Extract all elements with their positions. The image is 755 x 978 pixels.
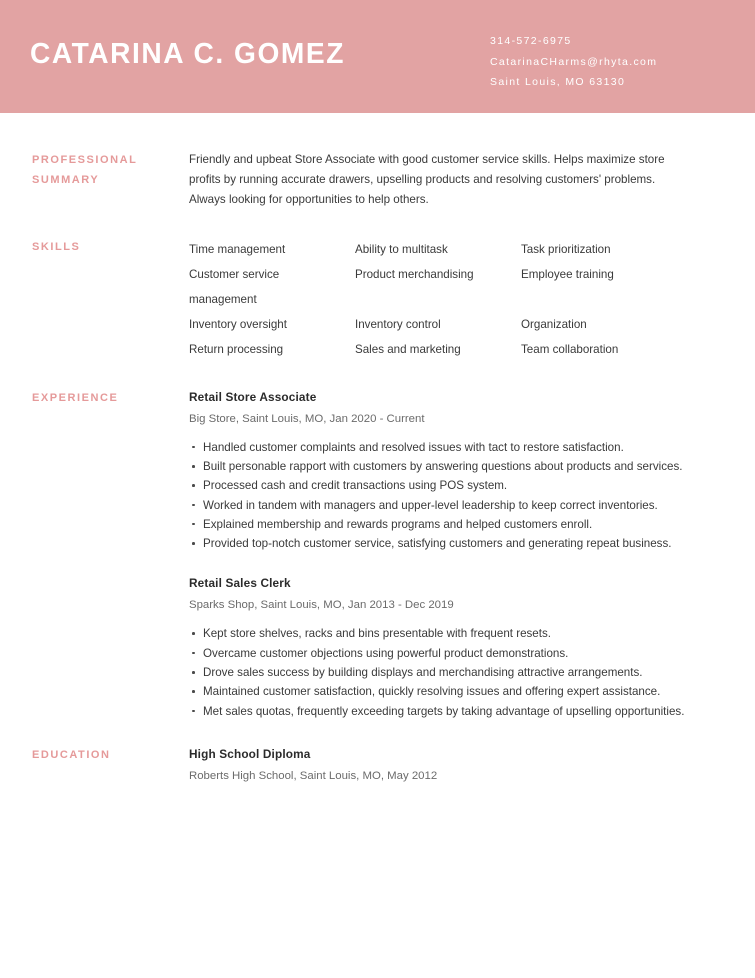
job-bullet-list (189, 438, 723, 554)
skills-grid (189, 237, 723, 363)
education-label-column (0, 745, 189, 765)
skill-item: Customer service management (189, 267, 280, 307)
job-meta: Big Store, Saint Louis, MO, Jan 2020 - Current (189, 412, 425, 425)
job-title: Retail Sales Clerk (189, 576, 291, 591)
job-title: Retail Store Associate (189, 389, 317, 404)
section-professional-summary (0, 113, 755, 211)
job-bullet: Built personable rapport with customers by answering questions about products and services. (189, 457, 707, 476)
contact-email: CatarinaCHarms@rhyta.com (490, 55, 658, 68)
skill-item: Return processing (189, 343, 284, 357)
section-education (0, 721, 755, 786)
job-bullet-list (189, 624, 723, 720)
resume-body (0, 113, 755, 786)
contact-block (490, 31, 657, 93)
job-bullet: Explained membership and rewards programs and helped customers enroll. (189, 515, 707, 534)
summary-label-column (0, 150, 189, 190)
contact-phone: 314-572-6975 (490, 35, 572, 47)
skill-item: Product merchandising (355, 267, 474, 281)
education-degree: High School Diploma (189, 746, 311, 761)
section-label-summary-line2: SUMMARY (32, 174, 100, 186)
experience-entry (189, 388, 723, 554)
skill-item: Time management (189, 242, 286, 256)
section-skills (0, 211, 755, 363)
job-bullet: Kept store shelves, racks and bins presentable with frequent resets. (189, 624, 707, 643)
contact-location: Saint Louis, MO 63130 (490, 76, 626, 88)
resume-header (0, 0, 755, 113)
job-meta: Sparks Shop, Saint Louis, MO, Jan 2013 - Dec 2019 (189, 599, 454, 612)
experience-entry (189, 574, 723, 720)
job-bullet: Provided top-notch customer service, satisfying customers and generating repeat business. (189, 534, 707, 553)
skill-item: Ability to multitask (355, 242, 448, 256)
job-bullet: Drove sales success by building displays and merchandising attractive arrangements. (189, 663, 707, 682)
skills-body-column (189, 237, 755, 363)
job-bullet: Maintained customer satisfaction, quickly resolving issues and offering expert assistance. (189, 682, 707, 701)
education-entry (189, 745, 723, 786)
skill-item: Team collaboration (521, 343, 619, 357)
skill-item: Employee training (521, 267, 614, 281)
experience-body-column (189, 388, 755, 721)
skill-item: Inventory control (355, 318, 441, 332)
education-meta: Roberts High School, Saint Louis, MO, May 2012 (189, 769, 438, 782)
experience-label-column (0, 388, 189, 408)
section-label-education: EDUCATION (32, 748, 111, 761)
job-bullet: Worked in tandem with managers and upper-level leadership to keep correct inventories. (189, 496, 707, 515)
job-bullet: Processed cash and credit transactions using POS system. (189, 476, 707, 495)
skill-item: Inventory oversight (189, 318, 287, 332)
skill-item: Task prioritization (521, 242, 611, 256)
job-bullet: Met sales quotas, frequently exceeding targets by taking advantage of upselling opportunities. (189, 702, 707, 721)
skills-label-column (0, 237, 189, 257)
summary-text: Friendly and upbeat Store Associate with good customer service skills. Helps maximize store profits by running accurate drawers, upselling products and resolving customers' problems. Always looking for opportunities to help others. (189, 153, 665, 207)
education-body-column (189, 745, 755, 786)
candidate-name: CATARINA C. GOMEZ (30, 38, 345, 70)
summary-body-column (189, 150, 755, 211)
job-bullet: Overcame customer objections using powerful product demonstrations. (189, 644, 707, 663)
section-label-experience: EXPERIENCE (32, 391, 119, 404)
skill-item: Sales and marketing (355, 343, 461, 357)
job-bullet: Handled customer complaints and resolved issues with tact to restore satisfaction. (189, 438, 707, 457)
section-label-summary-line1: PROFESSIONAL (32, 154, 138, 166)
skill-item: Organization (521, 318, 587, 332)
section-label-skills: SKILLS (32, 240, 81, 253)
section-experience (0, 363, 755, 721)
